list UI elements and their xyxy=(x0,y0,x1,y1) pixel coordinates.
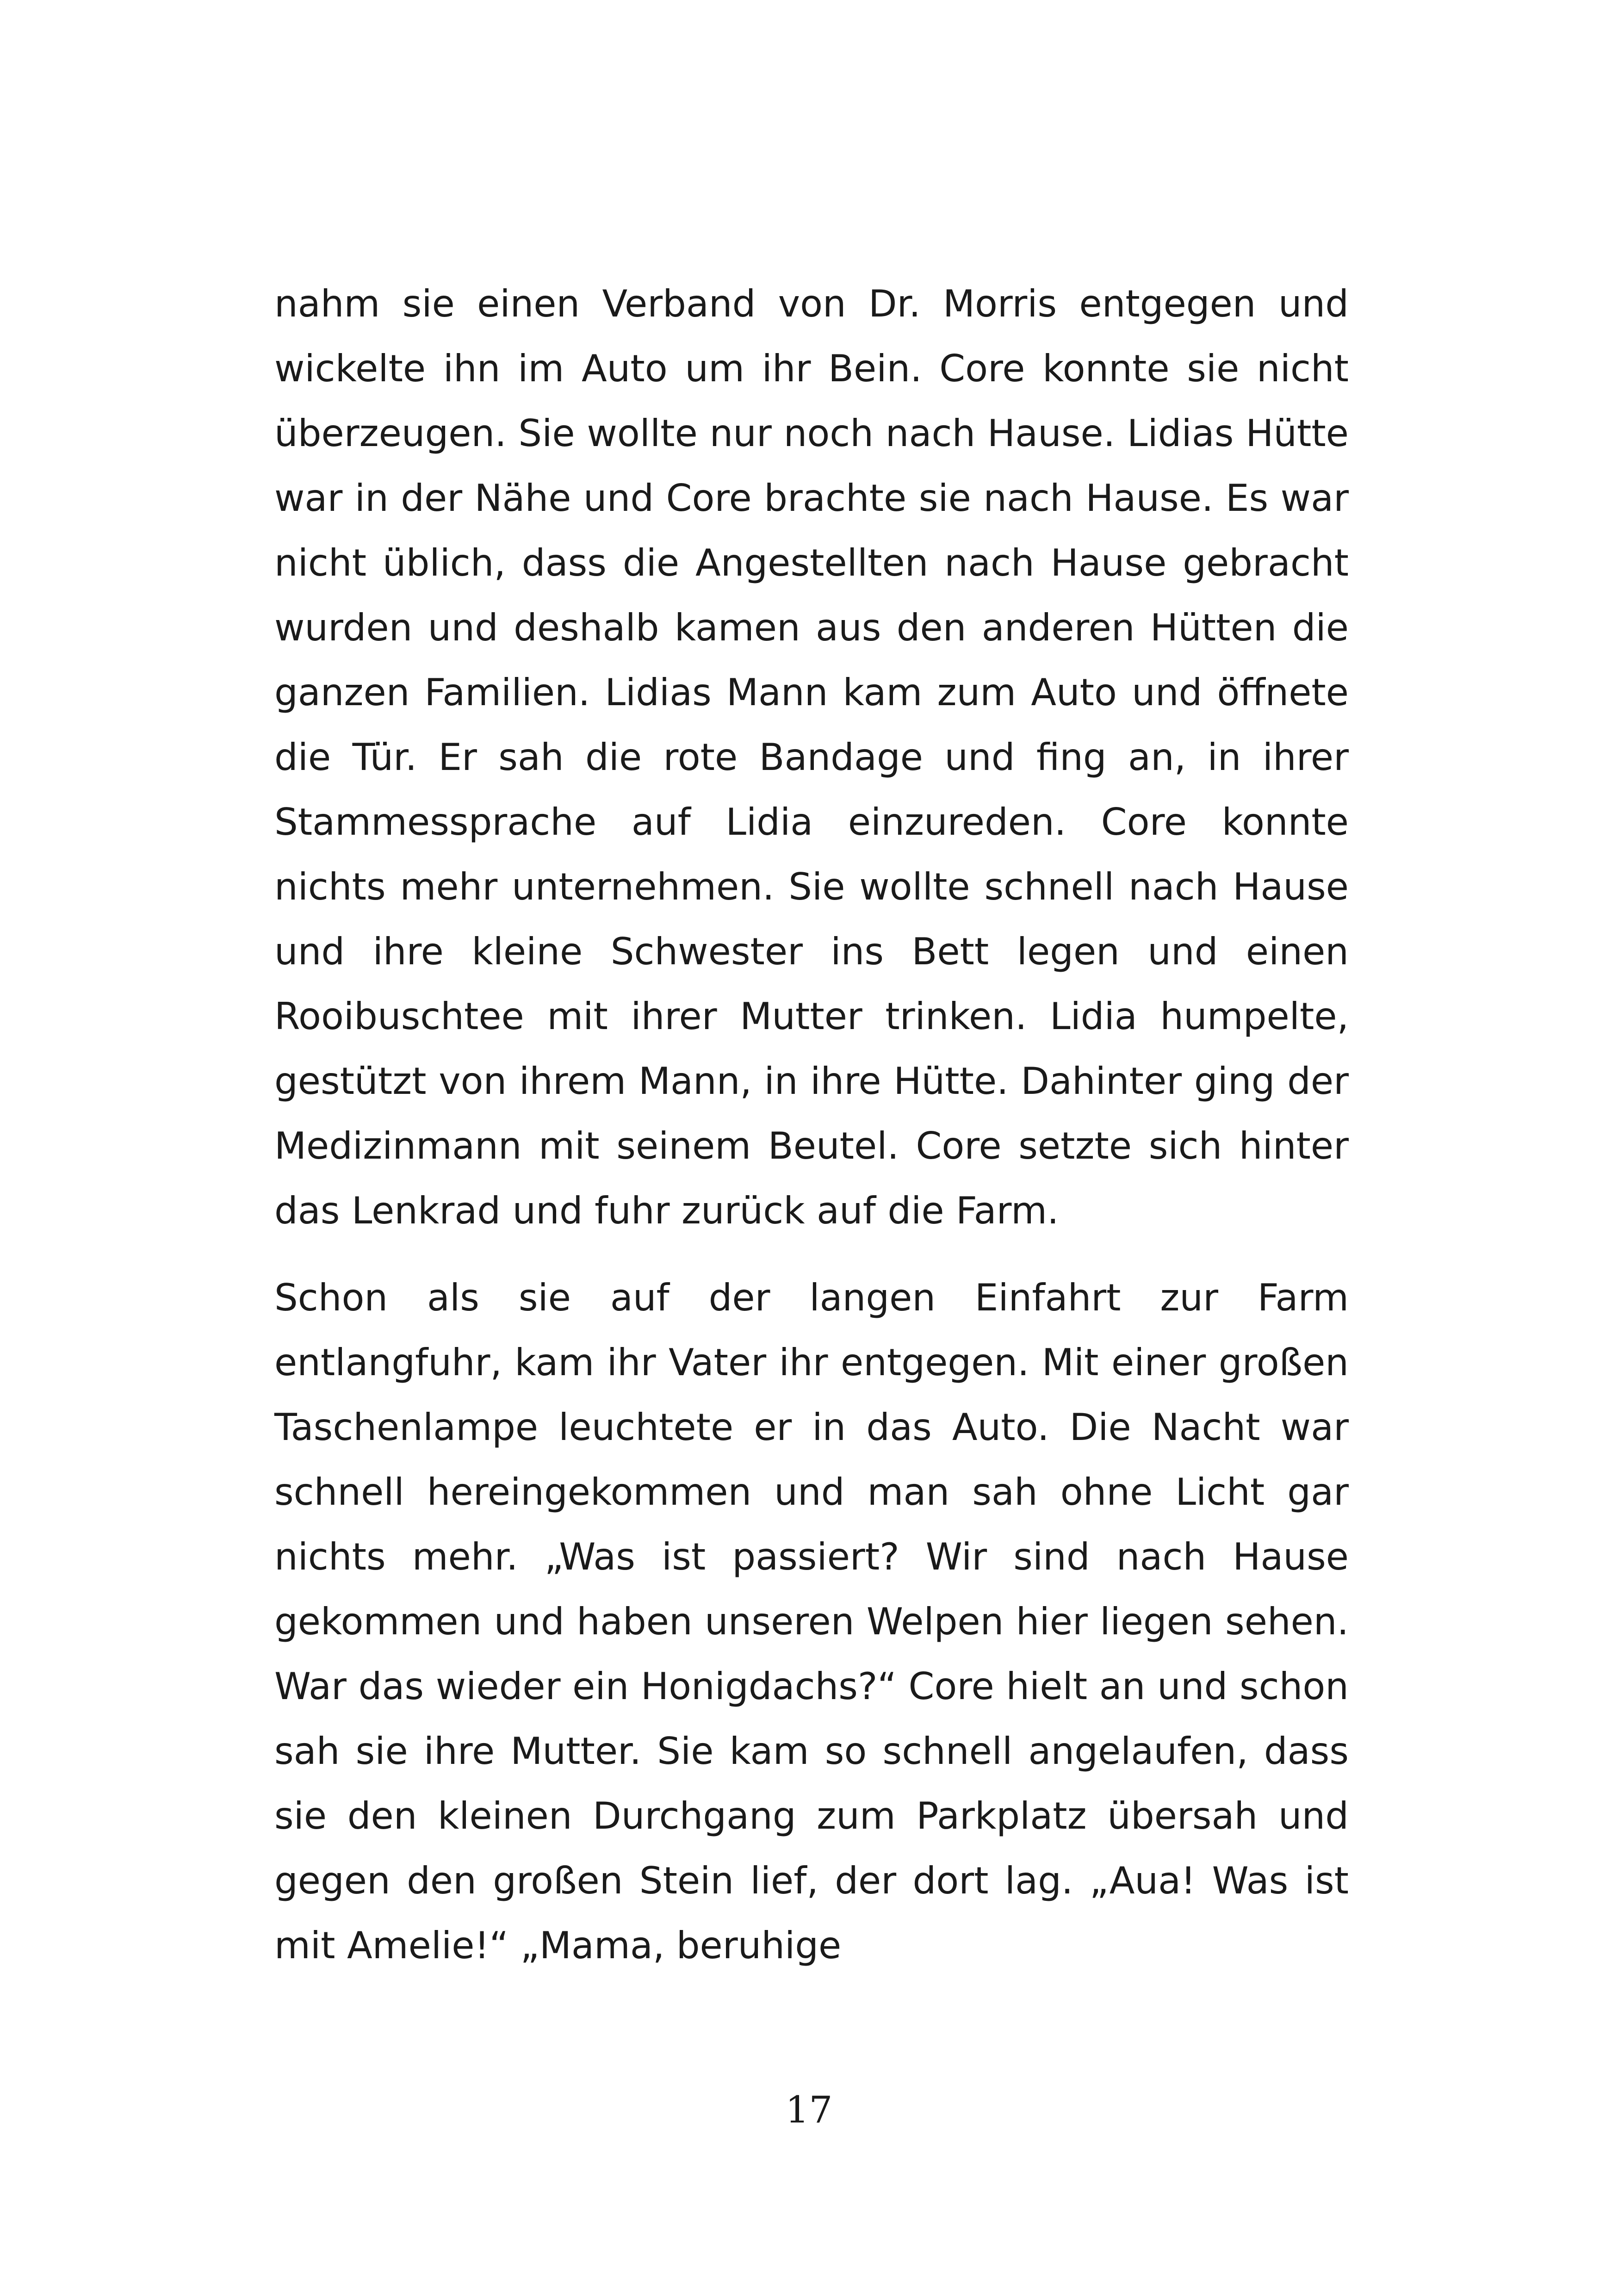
paragraph-2: Schon als sie auf der langen Einfahrt zur Farm entlangfuhr, kam ihr Vater ihr entgegen. Mit einer großen Taschenlampe leuchtete er in das Auto. Die Nacht war schnell hereingekommen und man sah ohne Licht gar nichts mehr. „Was ist passiert? Wir sind nach Hause gekommen und haben unseren Welpen hier liegen sehen. War das wieder ein Honigdachs?“ Core hielt an und schon sah sie ihre Mutter. Sie kam so schnell angelaufen, dass sie den kleinen Durchgang zum Parkplatz übersah und gegen den großen Stein lief, der dort lag. „Aua! Was ist mit Amelie!“ „Mama, beruhige xyxy=(274,1276,1349,1967)
body-text xyxy=(274,272,1349,1978)
paragraph-1: nahm sie einen Verband von Dr. Morris entgegen und wickelte ihn im Auto um ihr Bein. Core konnte sie nicht überzeugen. Sie wollte nur noch nach Hause. Lidias Hütte war in der Nähe und Core brachte sie nach Hause. Es war nicht üblich, dass die Angestellten nach Hause gebracht wurden und deshalb kamen aus den anderen Hütten die ganzen Familien. Lidias Mann kam zum Auto und öffnete die Tür. Er sah die rote Bandage und fing an, in ihrer Stammessprache auf Lidia einzureden. Core konnte nichts mehr unternehmen. Sie wollte schnell nach Hause und ihre kleine Schwester ins Bett legen und einen Rooibuschtee mit ihrer Mutter trinken. Lidia humpelte, gestützt von ihrem Mann, in ihre Hütte. Dahinter ging der Medizinmann mit seinem Beutel. Core setzte sich hinter das Lenkrad und fuhr zurück auf die Farm. xyxy=(274,282,1349,1232)
page-number: 17 xyxy=(785,2088,833,2131)
